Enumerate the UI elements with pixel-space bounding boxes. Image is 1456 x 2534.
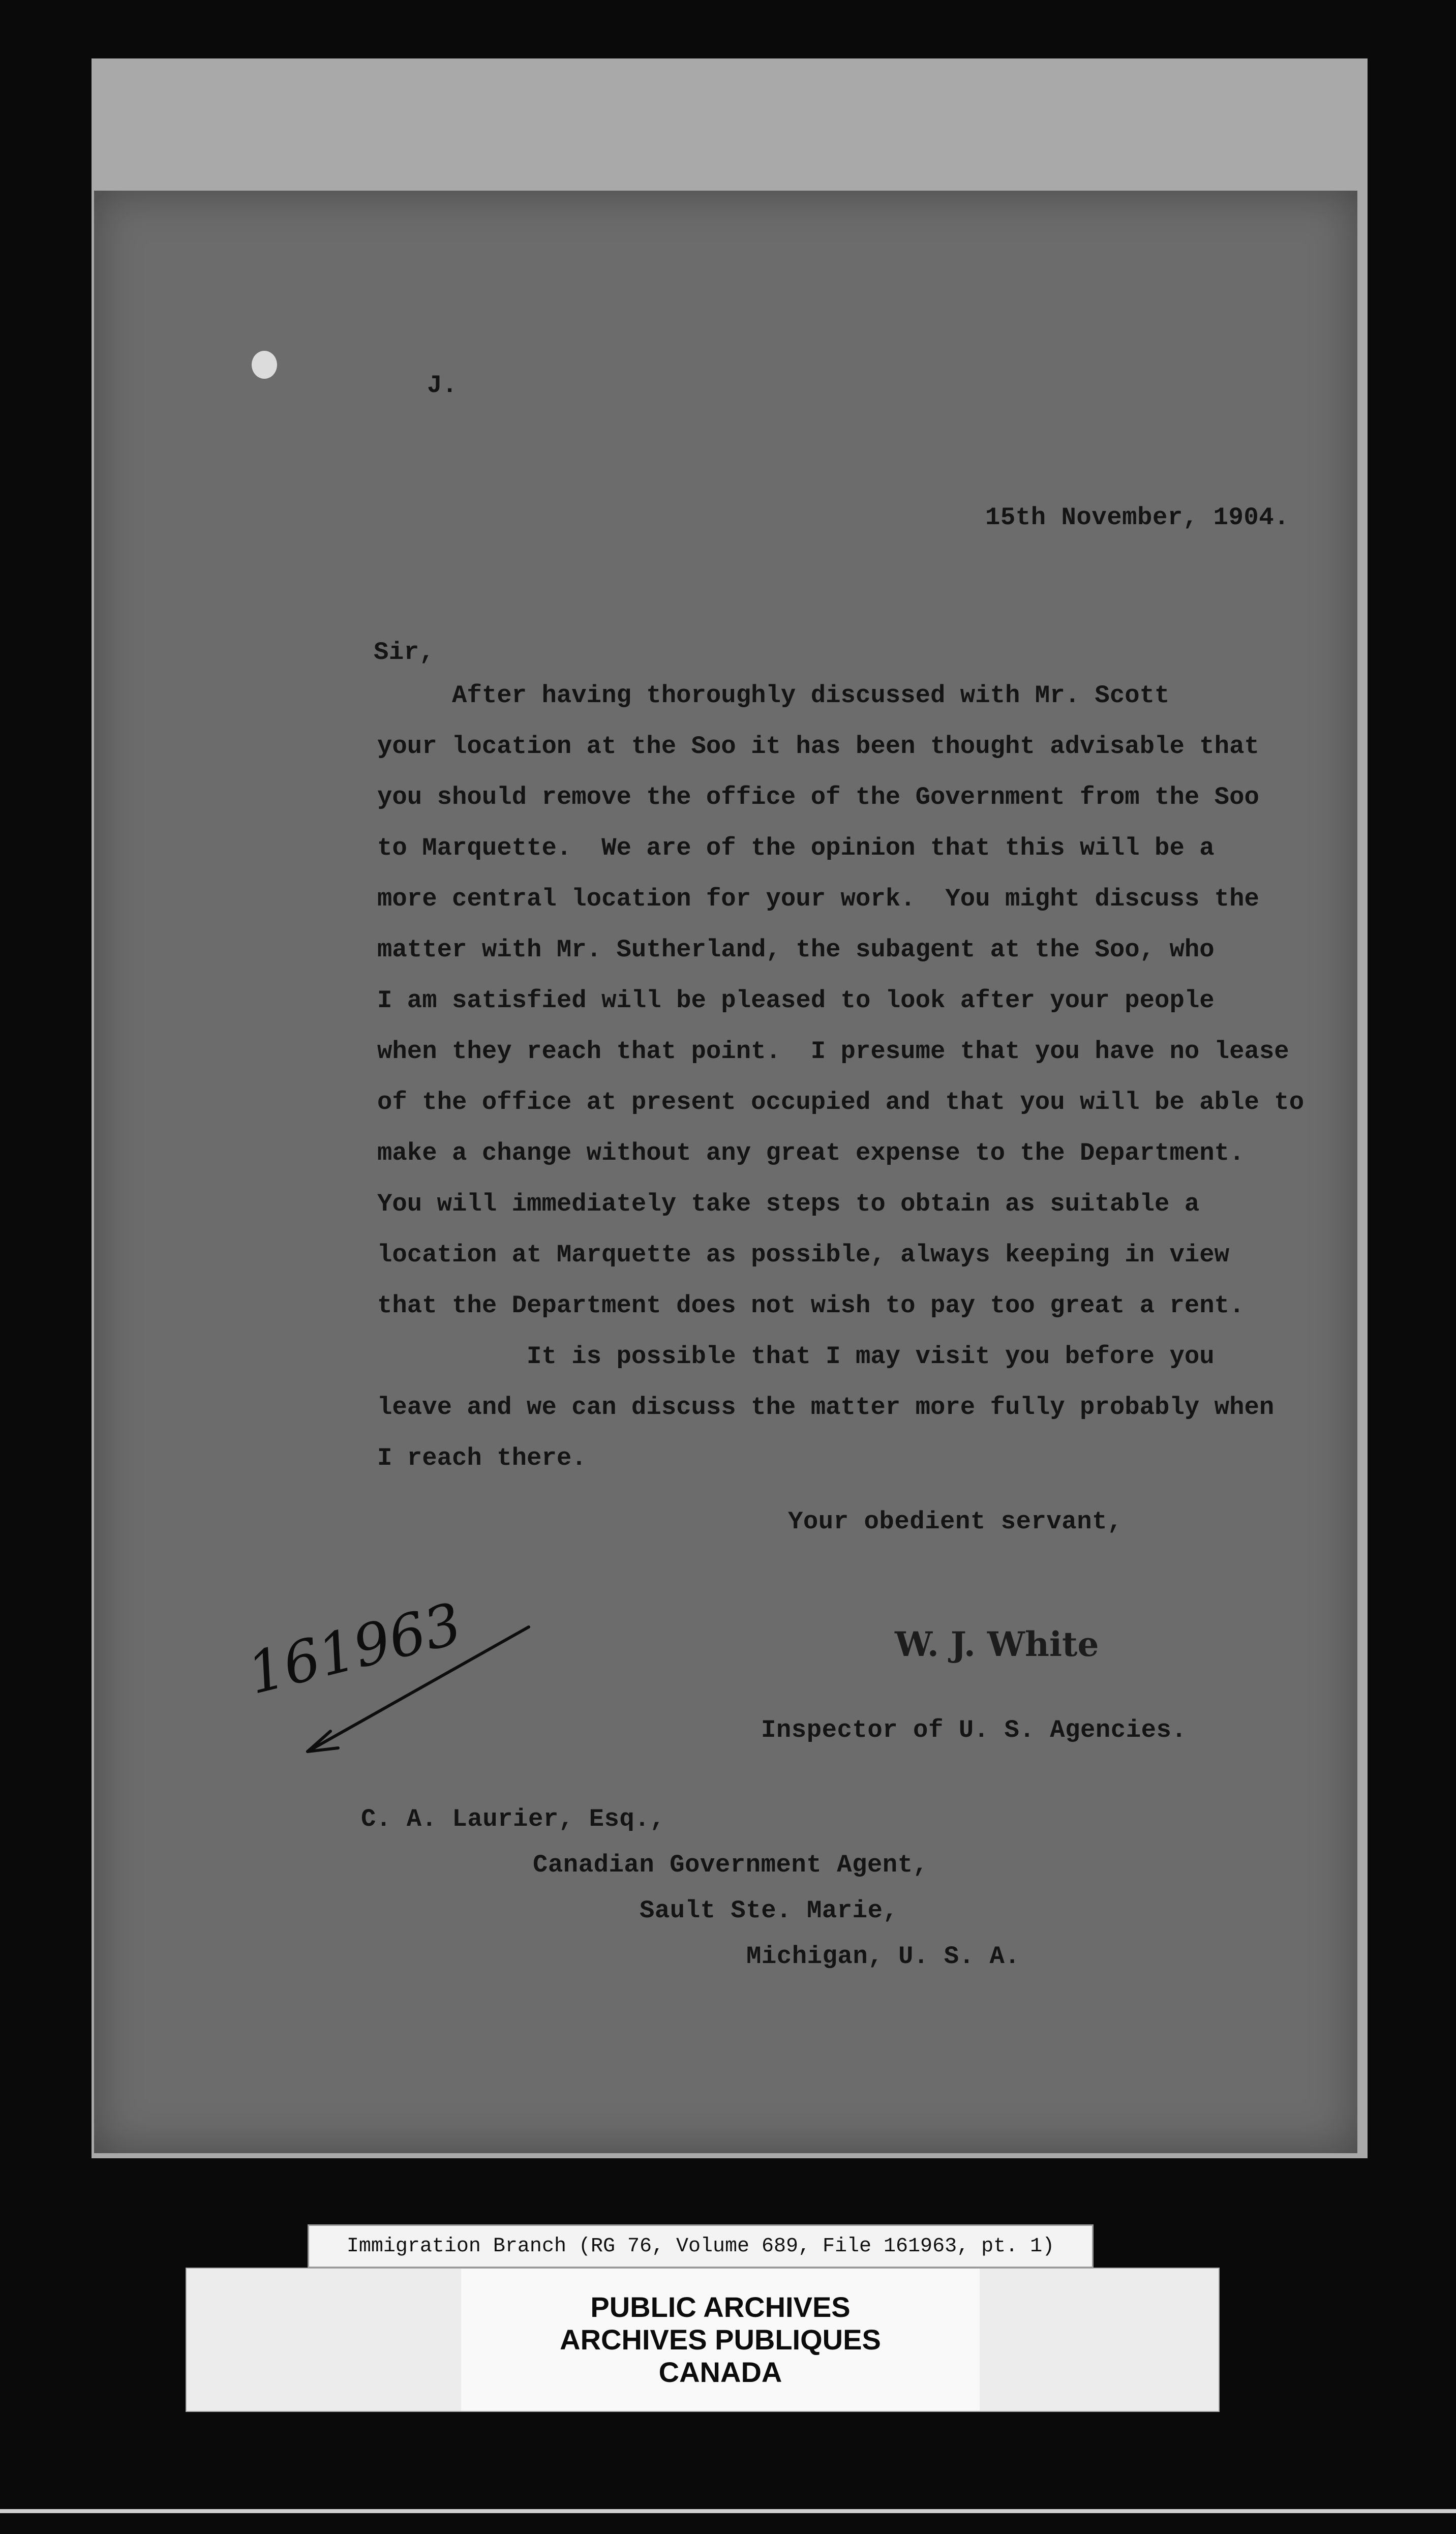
archive-source-text: Immigration Branch (RG 76, Volume 689, File 161963, pt. 1)	[346, 2235, 1055, 2258]
stamp-line: PUBLIC ARCHIVES	[590, 2291, 851, 2323]
closing: Your obedient servant,	[788, 1507, 1123, 1536]
handwritten-file-number: 161963	[241, 1590, 468, 1708]
body-line: that the Department does not wish to pay too great a rent.	[377, 1291, 1245, 1320]
addressee-city: Sault Ste. Marie,	[640, 1896, 898, 1925]
addressee-state: Michigan, U. S. A.	[746, 1942, 1020, 1971]
body-line: I reach there.	[377, 1444, 587, 1472]
stamp-line: ARCHIVES PUBLIQUES	[560, 2324, 881, 2356]
body-line: It is possible that I may visit you before you	[377, 1342, 1215, 1371]
body-line: you should remove the office of the Government from the Soo	[377, 783, 1259, 811]
frame-bottom-edge	[0, 2509, 1456, 2513]
letter-marker: J.	[427, 371, 458, 400]
archive-source-label	[308, 2224, 1094, 2268]
letter-date: 15th November, 1904.	[985, 503, 1290, 532]
body-line: more central location for your work. You might discuss the	[377, 885, 1259, 913]
signature-title: Inspector of U. S. Agencies.	[761, 1716, 1187, 1744]
body-line: matter with Mr. Sutherland, the subagent at the Soo, who	[377, 936, 1215, 964]
body-line: You will immediately take steps to obtain as suitable a	[377, 1190, 1200, 1218]
addressee-name: C. A. Laurier, Esq.,	[361, 1805, 665, 1833]
body-line: of the office at present occupied and that you will be able to	[377, 1088, 1305, 1117]
body-line: when they reach that point. I presume that you have no lease	[377, 1037, 1289, 1066]
signature-name: W. J. White	[895, 1624, 1099, 1664]
body-line: After having thoroughly discussed with Mr. Scott	[377, 681, 1170, 710]
punch-hole	[252, 351, 277, 379]
handwritten-arrow-icon	[295, 1617, 559, 1764]
body-line: to Marquette. We are of the opinion that this will be a	[377, 834, 1215, 862]
body-line: location at Marquette as possible, always keeping in view	[377, 1241, 1230, 1269]
archives-stamp	[186, 2268, 1220, 2412]
stamp-line: CANADA	[658, 2356, 782, 2388]
archives-stamp-text	[461, 2269, 980, 2411]
body-line: make a change without any great expense to the Department.	[377, 1139, 1245, 1167]
salutation: Sir,	[374, 638, 435, 667]
body-line: your location at the Soo it has been thought advisable that	[377, 732, 1259, 761]
body-line: I am satisfied will be pleased to look after your people	[377, 986, 1215, 1015]
body-line: leave and we can discuss the matter more fully probably when	[377, 1393, 1275, 1422]
addressee-title: Canadian Government Agent,	[533, 1851, 928, 1879]
